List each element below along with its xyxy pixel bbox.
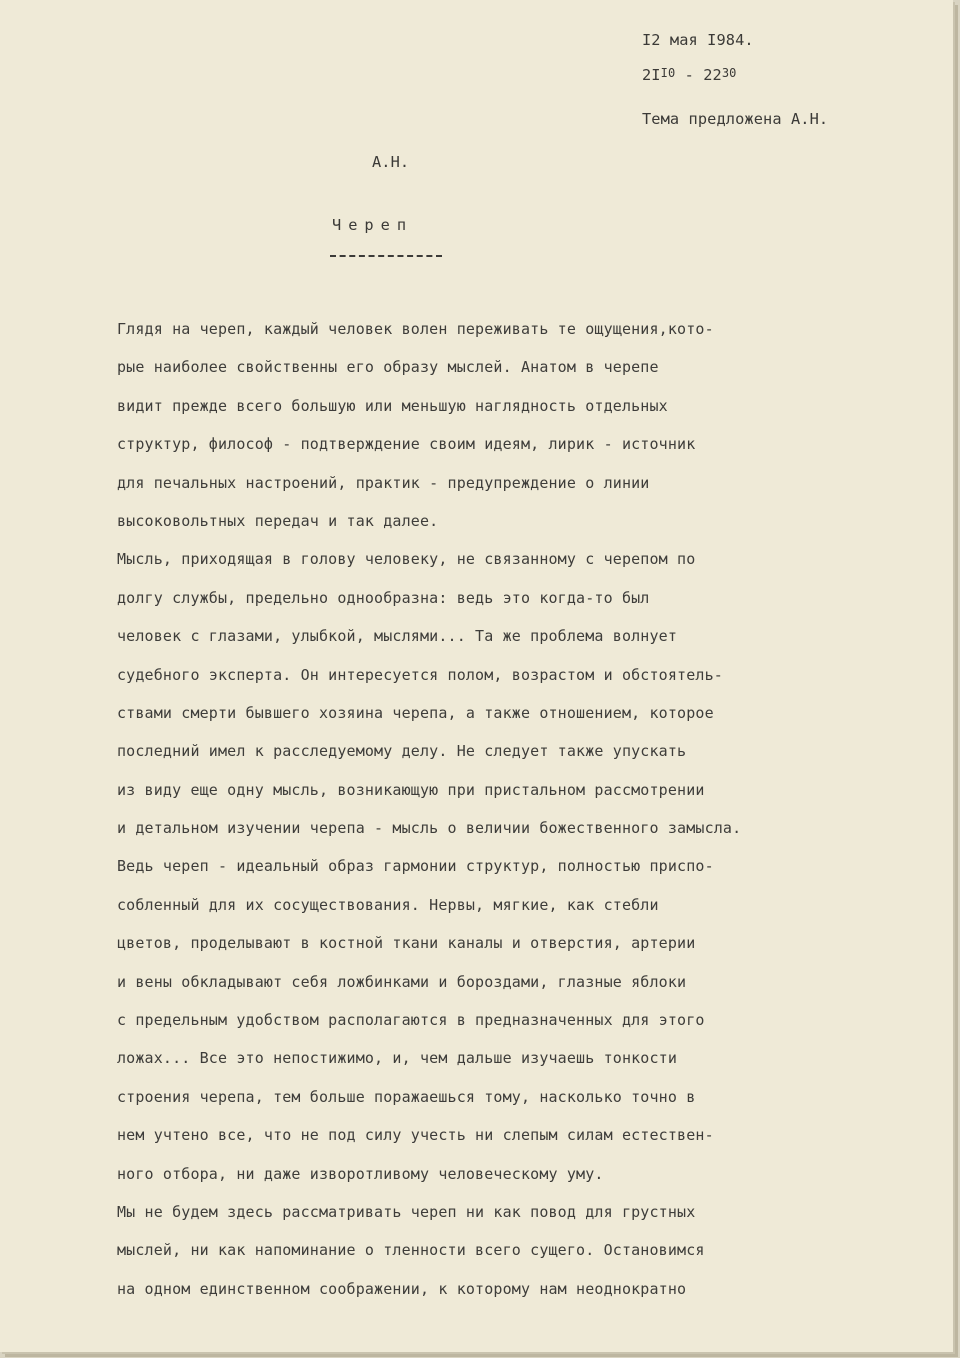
body-line: Глядя на череп, каждый человек волен переживать те ощущения,кото- (117, 320, 714, 338)
time-start-hour: 2I (642, 66, 661, 84)
body-line: из виду еще одну мысль, возникающую при пристальном рассмотрении (117, 780, 705, 799)
body-line: структур, философ - подтверждение своим идеям, лирик - источник (117, 435, 696, 454)
body-line: высоковольтных передач и так далее. (117, 511, 439, 530)
body-line: нем учтено все, что не под силу учесть ни слепым силам естествен- (117, 1126, 714, 1145)
body-line: видит прежде всего большую или меньшую наглядность отдельных (117, 396, 668, 415)
body-text (117, 314, 917, 1312)
time-end-minutes: 30 (721, 66, 737, 80)
body-line: на одном единственном соображении, к которому нам неоднократно (117, 1279, 687, 1298)
body-line: долгу службы, предельно однообразна: ведь это когда-то был (117, 588, 650, 607)
time-end-hour: 22 (703, 66, 722, 84)
body-line: собленный для их сосуществования. Нервы, мягкие, как стебли (117, 895, 659, 914)
body-line: ствами смерти бывшего хозяина черепа, а также отношением, которое (117, 703, 714, 722)
body-line: ложах... Все это непостижимо, и, чем дальше изучаешь тонкости (117, 1049, 678, 1068)
body-line: с предельным удобством располагаются в предназначенных для этого (117, 1011, 705, 1030)
body-line: Мы не будем здесь рассматривать череп ни как повод для грустных (117, 1202, 696, 1221)
body-line: цветов, проделывают в костной ткани каналы и отверстия, артерии (117, 934, 696, 953)
date-line: I2 мая I984. (642, 31, 754, 49)
time-line (642, 66, 737, 84)
body-line: строения черепа, тем больше поражаешься тому, насколько точно в (117, 1087, 696, 1106)
topic-note: Тема предложена А.Н. (642, 110, 829, 128)
body-line: рые наиболее свойственны его образу мыслей. Анатом в черепе (117, 358, 659, 377)
page-title: Череп (332, 216, 414, 234)
body-line: судебного эксперта. Он интересуется полом, возрастом и обстоятель- (117, 665, 723, 684)
title-underline (330, 255, 442, 257)
body-line: последний имел к расследуемому делу. Не следует также упускать (117, 742, 687, 761)
body-line: человек с глазами, улыбкой, мыслями... Та же проблема волнует (117, 627, 678, 646)
author-initials: А.Н. (372, 153, 410, 171)
body-line: и детальном изучении черепа - мысль о величии божественного замысла. (117, 819, 742, 838)
time-separator: - (675, 66, 704, 84)
body-line: мыслей, ни как напоминание о тленности всего сущего. Остановимся (117, 1241, 705, 1260)
body-line: ного отбора, ни даже изворотливому человеческому уму. (117, 1164, 604, 1183)
body-line: Ведь череп - идеальный образ гармонии структур, полностью приспо- (117, 857, 714, 876)
body-line: для печальных настроений, практик - предупреждение о линии (117, 473, 650, 492)
body-line: Мысль, приходящая в голову человеку, не связанному с черепом по (117, 550, 696, 569)
time-start-minutes: I0 (660, 66, 676, 80)
body-line: и вены обкладывают себя ложбинками и бороздами, глазные яблоки (117, 972, 687, 991)
